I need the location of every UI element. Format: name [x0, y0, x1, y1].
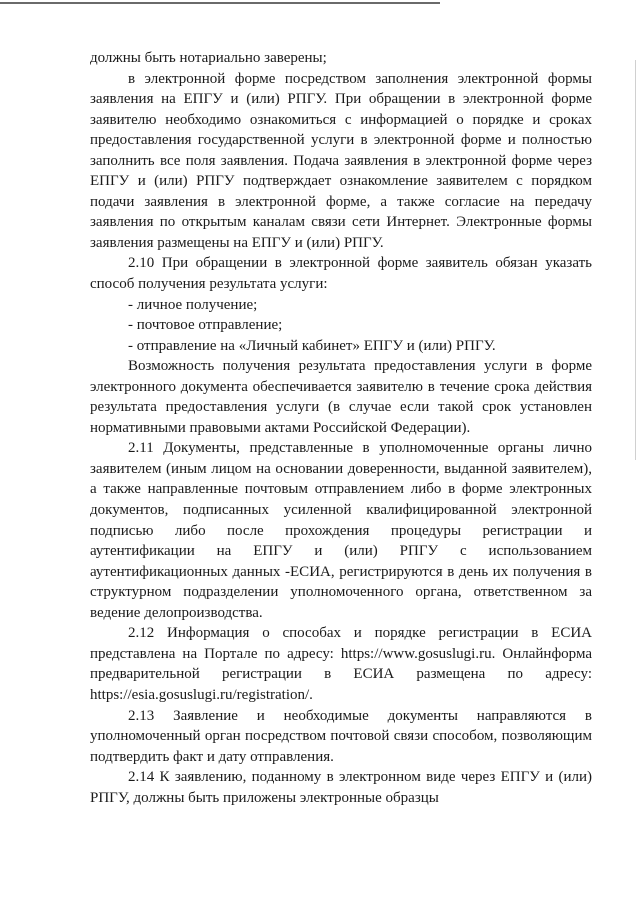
- scan-edge: [635, 60, 636, 460]
- paragraph-electronic-form: в электронной форме посредством заполнения электронной формы заявления на ЕПГУ и (или) РПГУ. При обращении в электронной форме заявителю необходимо ознакомиться с информацией о порядке и сроках предоставления государственной услуги в электронной форме и полностью заполнить все поля заявления. Подача заявления в электронной форме через ЕПГУ и (или) РПГУ подтверждает ознакомление заявителем с порядком подачи заявления в электронной форме, а также согласие на передачу заявления по открытым каналам связи сети Интернет. Электронные формы заявления размещены на ЕПГУ и (или) РПГУ.: [90, 70, 592, 251]
- paragraph-2-10: 2.10 При обращении в электронной форме заявитель обязан указать способ получения результата услуги:: [90, 255, 592, 293]
- top-rule: [0, 2, 440, 4]
- list-item-postal: - почтовое отправление;: [128, 317, 283, 334]
- list-item-cabinet: - отправление на «Личный кабинет» ЕПГУ и (или) РПГУ.: [128, 337, 496, 354]
- paragraph-2-12: 2.12 Информация о способах и порядке регистрации в ЕСИА представлена на Портале по адресу: https://www.gosuslugi.ru. Онлайнформа предварительной регистрации в ЕСИА размещена по адресу: https://esia.gosuslugi.ru/registration/.: [90, 625, 592, 703]
- document-page: [90, 48, 592, 808]
- paragraph-electronic-result: Возможность получения результата предоставления услуги в форме электронного документа обеспечивается заявителю в течение срока действия результата предоставления услуги (в случае если такой срок установлен нормативными правовыми актами Российской Федерации).: [90, 358, 592, 436]
- paragraph-2-11: 2.11 Документы, представленные в уполномоченные органы лично заявителем (иным лицом на основании доверенности, выданной заявителем), а также направленные почтовым отправлением либо в форме электронных документов, подписанных усиленной квалифицированной электронной подписью либо после прохождения процедуры регистрации и аутентификации на ЕПГУ и (или) РПГУ с использованием аутентификационных данных -ЕСИА, регистрируются в день их получения в структурном подразделении уполномоченного органа, ответственном за ведение делопроизводства.: [90, 440, 592, 621]
- paragraph-notarized: должны быть нотариально заверены;: [90, 50, 327, 66]
- paragraph-2-13: 2.13 Заявление и необходимые документы направляются в уполномоченный орган посредством почтовой связи способом, позволяющим подтвердить факт и дату отправления.: [90, 707, 592, 765]
- paragraph-2-14: 2.14 К заявлению, поданному в электронном виде через ЕПГУ и (или) РПГУ, должны быть приложены электронные образцы: [90, 769, 592, 806]
- list-item-personal: - личное получение;: [128, 296, 258, 313]
